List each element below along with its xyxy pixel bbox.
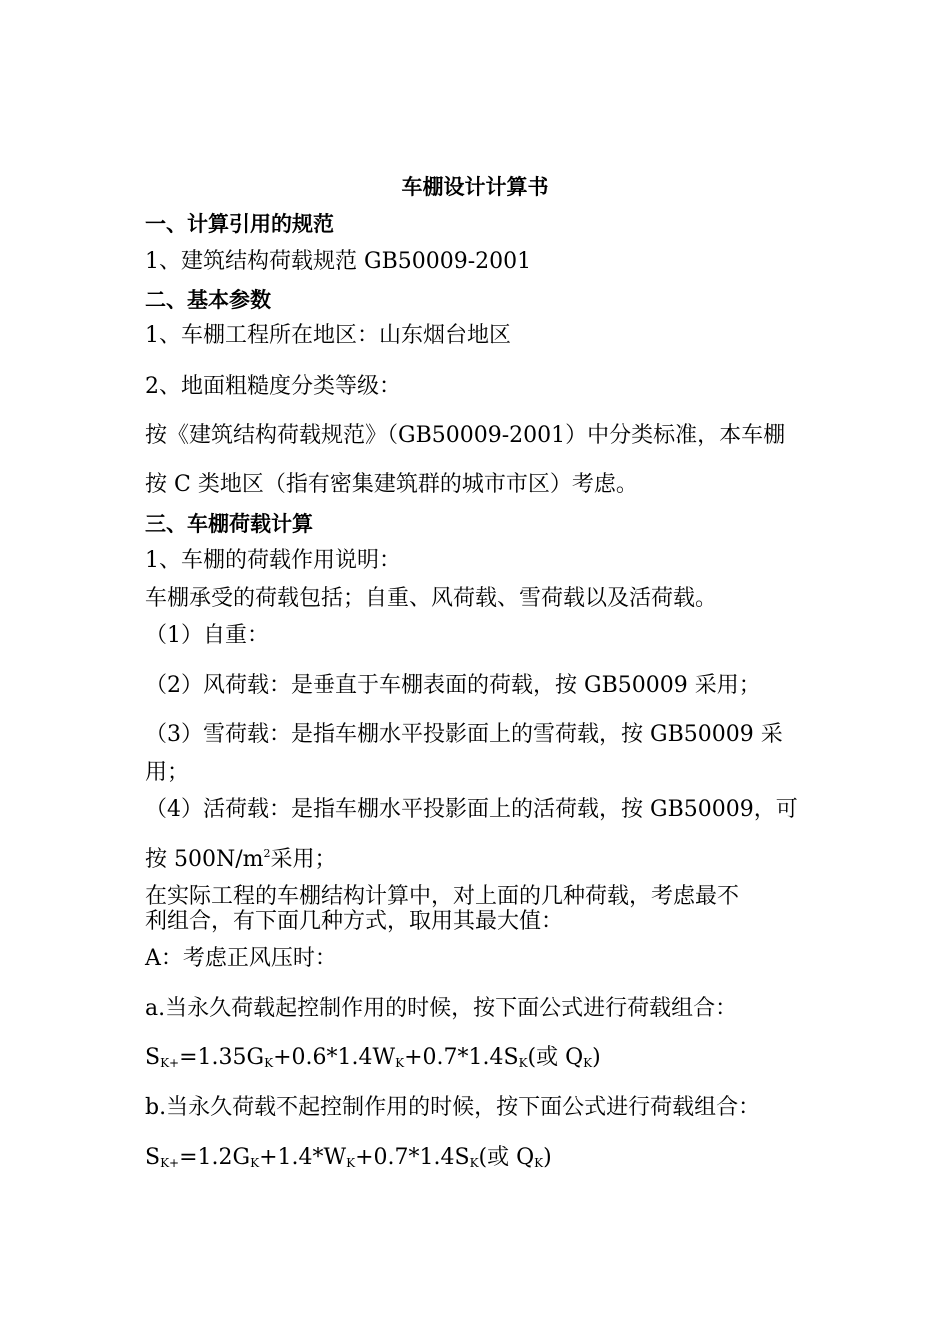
formula-subscript: K — [469, 1156, 479, 1170]
section-heading-standards: 一、计算引用的规范 — [145, 212, 334, 236]
standard-reference-line: 1、建筑结构荷载规范 GB50009-2001 — [145, 249, 532, 274]
formula-term: =1.35G — [179, 1045, 265, 1070]
formula-term: ) — [543, 1145, 552, 1170]
formula-subscript: K+ — [160, 1056, 180, 1070]
formula-symbol: S — [145, 1045, 161, 1070]
formula-term: =1.2G — [179, 1145, 251, 1170]
combination-line1: 在实际工程的车棚结构计算中，对上面的几种荷载，考虑最不 — [145, 884, 740, 909]
formula-subscript: K — [518, 1056, 528, 1070]
load-item-live-line1: （4）活荷载：是指车棚水平投影面上的活荷载，按 GB50009，可 — [145, 797, 798, 822]
formula-term: (或 Q — [527, 1045, 584, 1070]
formula-a — [145, 1045, 601, 1071]
formula-subscript: K — [346, 1156, 356, 1170]
formula-subscript: K — [395, 1056, 405, 1070]
location-line: 1、车棚工程所在地区：山东烟台地区 — [145, 323, 511, 348]
case-a-heading: A：考虑正风压时： — [145, 946, 337, 971]
formula-subscript: K+ — [160, 1156, 180, 1170]
formula-term: +0.7*1.4S — [404, 1045, 519, 1070]
formula-subscript: K — [264, 1056, 274, 1070]
load-item-snow-line2: 用； — [145, 760, 190, 785]
load-item-snow-line1: （3）雪荷载：是指车棚水平投影面上的雪荷载，按 GB50009 采 — [145, 722, 783, 747]
formula-term: (或 Q — [478, 1145, 535, 1170]
live-load-suffix: 采用； — [270, 847, 337, 872]
case-a-description: a.当永久荷载起控制作用的时候，按下面公式进行荷载组合： — [145, 996, 738, 1021]
formula-term: +0.6*1.4W — [273, 1045, 396, 1070]
load-intro-line: 车棚承受的荷载包括；自重、风荷载、雪荷载以及活荷载。 — [145, 586, 718, 611]
load-item-wind: （2）风荷载：是垂直于车棚表面的荷载，按 GB50009 采用； — [145, 673, 761, 698]
formula-term: +0.7*1.4S — [355, 1145, 470, 1170]
unit-superscript: 2 — [263, 847, 271, 860]
formula-b — [145, 1145, 552, 1171]
roughness-paragraph-line1: 按《建筑结构荷载规范》（GB50009-2001）中分类标准，本车棚 — [145, 423, 786, 448]
case-b-description: b.当永久荷载不起控制作用的时候，按下面公式进行荷载组合： — [145, 1095, 761, 1120]
formula-symbol: S — [145, 1145, 161, 1170]
load-item-live-line2 — [145, 847, 337, 873]
load-description-line: 1、车棚的荷载作用说明： — [145, 548, 401, 573]
roughness-line: 2、地面粗糙度分类等级： — [145, 374, 401, 399]
formula-term: +1.4*W — [259, 1145, 347, 1170]
formula-term: ) — [592, 1045, 601, 1070]
section-heading-parameters: 二、基本参数 — [145, 288, 271, 312]
live-load-value: 按 500N/m — [145, 847, 264, 872]
formula-subscript: K — [250, 1156, 260, 1170]
formula-subscript: K — [583, 1056, 593, 1070]
formula-subscript: K — [534, 1156, 544, 1170]
combination-line2: 利组合，有下面几种方式，取用其最大值： — [145, 909, 564, 934]
document-title: 车棚设计计算书 — [401, 174, 549, 199]
roughness-paragraph-line2: 按 C 类地区（指有密集建筑群的城市市区）考虑。 — [145, 472, 638, 497]
load-item-self-weight: （1）自重： — [145, 623, 269, 648]
section-heading-loads: 三、车棚荷载计算 — [145, 512, 313, 536]
